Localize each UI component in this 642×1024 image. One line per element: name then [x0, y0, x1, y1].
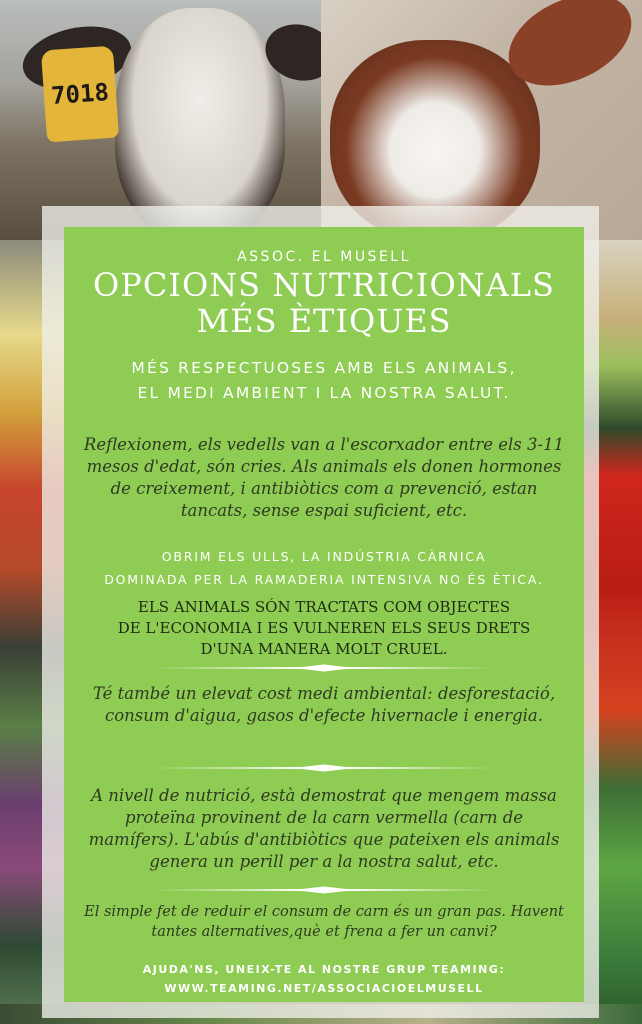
- association-name: ASSOC. EL MUSELL: [237, 249, 411, 265]
- statement-line: DOMINADA PER LA RAMADERIA INTENSIVA NO ÉS ÈTICA.: [104, 572, 544, 587]
- statement-line: DE L'ECONOMIA I ES VULNEREN ELS SEUS DRETS: [117, 619, 531, 637]
- paragraph-nutrition: A nivell de nutrició, està demostrat que mengem massa proteïna provinent de la carn vermella (carn de mamífers). L'abús d'antibiòtics que pateixen els animals genera un perill per a la nostra salut, etc.: [88, 786, 560, 871]
- teaming-link[interactable]: WWW.TEAMING.NET/ASSOCIACIOELMUSELL: [164, 982, 484, 995]
- paragraph-call-to-change: El simple fet de reduir el consum de carn és un gran pas. Havent tantes alternatives,què et frena a fer un canvi?: [84, 904, 564, 940]
- divider: [152, 664, 496, 672]
- title-line: OPCIONS NUTRICIONALS: [93, 266, 555, 304]
- ear-tag: 7018: [41, 46, 119, 143]
- subtitle: [64, 356, 584, 406]
- photo-calf-brown: [321, 0, 642, 240]
- divider: [152, 764, 496, 772]
- page-title: [64, 267, 584, 339]
- open-eyes-statement: [64, 545, 584, 591]
- title-line: MÉS ÈTIQUES: [196, 302, 452, 340]
- statement-line: ELS ANIMALS SÓN TRACTATS COM OBJECTES: [137, 598, 511, 616]
- animal-rights-statement: [64, 597, 584, 660]
- photo-calf-tagged: [0, 0, 321, 240]
- calf-face: [115, 8, 285, 238]
- teaming-call-to-action: [64, 960, 584, 998]
- cta-line: AJUDA'NS, UNEIX-TE AL NOSTRE GRUP TEAMING:: [142, 963, 506, 976]
- statement-line: D'UNA MANERA MOLT CRUEL.: [200, 640, 448, 658]
- statement-line: OBRIM ELS ULLS, LA INDÚSTRIA CÀRNICA: [161, 549, 487, 564]
- subtitle-line: MÉS RESPECTUOSES AMB ELS ANIMALS,: [131, 359, 517, 377]
- paragraph-reflection: Reflexionem, els vedells van a l'escorxador entre els 3-11 mesos d'edat, són cries. Als animals els donen hormones de creixement, i antibiòtics com a prevenció, estan tancats, sense espai suficient, etc.: [83, 435, 565, 520]
- paragraph-environment: Té també un elevat cost medi ambiental: desforestació, consum d'aigua, gasos d'efecte hivernacle i energia.: [92, 684, 556, 725]
- subtitle-line: EL MEDI AMBIENT I LA NOSTRA SALUT.: [137, 384, 511, 402]
- info-panel: [64, 227, 584, 1002]
- divider: [152, 886, 496, 894]
